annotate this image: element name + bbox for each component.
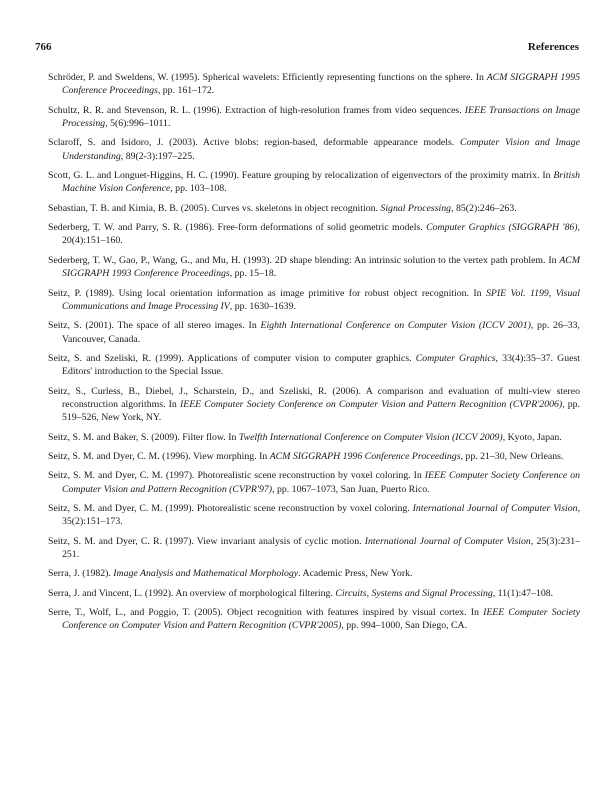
reference-item (48, 319, 580, 346)
ref-details: , pp. 21–30, New Orleans. (460, 450, 564, 462)
ref-details: , pp. 994–1000, San Diego, CA. (341, 620, 468, 632)
ref-text: Sederberg, T. W., Gao, P., Wang, G., and Mu, H. (1993). 2D shape blending: An intrinsic solution to the vertex path problem. In (48, 254, 560, 266)
ref-venue: International Journal of Computer Vision (364, 535, 531, 547)
ref-details: , 85(2):246–263. (451, 202, 517, 214)
reference-item (48, 202, 580, 215)
ref-text: Seitz, S. M. and Dyer, C. M. (1999). Photorealistic scene reconstruction by voxel coloring. (48, 503, 413, 515)
ref-venue: ACM SIGGRAPH 1995 Conference Proceedings (62, 72, 580, 97)
ref-details: . Academic Press, New York. (298, 568, 413, 580)
reference-item (48, 606, 580, 633)
page-number: 766 (35, 41, 52, 53)
ref-text: Seitz, S. M. and Dyer, C. M. (1997). Photorealistic scene reconstruction by voxel coloring. In (48, 470, 425, 482)
ref-venue: Image Analysis and Mathematical Morphology (113, 568, 299, 580)
ref-details: , pp. 161–172. (157, 85, 215, 97)
ref-venue: Twelfth International Conference on Computer Vision (ICCV 2009) (238, 431, 503, 443)
ref-venue: International Journal of Computer Vision (412, 503, 578, 515)
reference-item (48, 502, 580, 529)
reference-item (48, 431, 580, 444)
ref-venue: SPIE Vol. 1199, Visual Communications and Image Processing IV (62, 287, 580, 312)
reference-item (48, 450, 580, 463)
ref-text: Seitz, S. and Szeliski, R. (1999). Applications of computer vision to computer graphics. (48, 352, 416, 364)
ref-details: , pp. 1630–1639. (229, 300, 296, 312)
ref-details: , pp. 15–18. (229, 268, 277, 280)
ref-venue: Computer Graphics (415, 352, 496, 364)
section-title: References (527, 41, 579, 53)
ref-details: , pp. 103–108. (170, 183, 227, 195)
reference-item (48, 287, 580, 314)
reference-item (48, 567, 580, 580)
ref-text: Scott, G. L. and Longuet-Higgins, H. C. (1990). Feature grouping by relocalization of eigenvectors of the proximity matrix. In (48, 170, 554, 182)
ref-venue: Computer Vision and Image Understanding (62, 137, 580, 162)
ref-text: Seitz, S. (2001). The space of all stereo images. In (48, 320, 261, 332)
ref-text: Seitz, P. (1989). Using local orientation information as image primitive for robust object recognition. In (48, 287, 486, 299)
reference-item (48, 587, 580, 600)
reference-item (48, 254, 580, 281)
ref-details: , pp. 26–33, Vancouver, Canada. (62, 320, 580, 345)
ref-venue: Circuits, Systems and Signal Processing (335, 587, 493, 599)
reference-item (48, 104, 580, 131)
ref-details: , 11(1):47–108. (492, 587, 554, 599)
ref-text: Sebastian, T. B. and Kimia, B. B. (2005). Curves vs. skeletons in object recognition. (48, 202, 381, 214)
ref-details: , 5(6):996–1011. (105, 117, 171, 129)
ref-text: Schröder, P. and Sweldens, W. (1995). Spherical wavelets: Efficiently representing functions on the sphere. In (48, 72, 487, 83)
ref-venue: IEEE Transactions on Image Processing (62, 104, 580, 129)
reference-item (48, 169, 580, 196)
ref-venue: British Machine Vision Conference (62, 170, 580, 195)
ref-venue: Computer Graphics (SIGGRAPH '86) (426, 222, 578, 234)
ref-venue: Eighth International Conference on Computer Vision (ICCV 2001) (260, 320, 531, 332)
ref-details: , pp. 519–526, New York, NY. (62, 398, 580, 424)
reference-item (48, 71, 580, 98)
reference-item (48, 469, 580, 496)
ref-details: , 25(3):231–251. (62, 535, 580, 561)
ref-text: Schultz, R. R. and Stevenson, R. L. (1996). Extraction of high-resolution frames from video sequences. (48, 104, 465, 116)
ref-text: Sederberg, T. W. and Parry, S. R. (1986). Free-form deformations of solid geometric models. (48, 222, 427, 234)
ref-text: Seitz, S., Curless, B., Diebel, J., Scharstein, D., and Szeliski, R. (2006). A comparison and evaluation of multi-view stereo reconstruction algorithms. In (48, 385, 580, 410)
ref-text: Serra, J. and Vincent, L. (1992). An overview of morphological filtering. (48, 587, 336, 599)
ref-details: , 35(2):151–173. (62, 503, 581, 528)
ref-venue: ACM SIGGRAPH 1996 Conference Proceedings (269, 450, 461, 462)
reference-item (48, 221, 580, 248)
ref-venue: IEEE Computer Society Conference on Computer Vision and Pattern Recognition (CVPR'2005) (62, 607, 580, 632)
page-header (35, 41, 579, 55)
reference-item (48, 352, 580, 379)
ref-details: , 89(2-3):197–225. (120, 150, 195, 162)
ref-text: Serra, J. (1982). (48, 568, 114, 580)
ref-details: , pp. 1067–1073, San Juan, Puerto Rico. (272, 483, 430, 495)
ref-text: Seitz, S. M. and Dyer, C. M. (1996). View morphing. In (48, 450, 270, 462)
ref-text: Seitz, S. M. and Dyer, C. R. (1997). View invariant analysis of cyclic motion. (48, 535, 365, 547)
reference-item (48, 535, 580, 562)
ref-text: Seitz, S. M. and Baker, S. (2009). Filter flow. In (48, 431, 239, 443)
reference-item (48, 385, 580, 425)
ref-venue: ACM SIGGRAPH 1993 Conference Proceedings (62, 254, 580, 280)
ref-venue: Signal Processing (380, 202, 452, 214)
ref-text: Sclaroff, S. and Isidoro, J. (2003). Active blobs: region-based, deformable appearance models. (48, 137, 461, 149)
reference-item (48, 136, 580, 163)
ref-details: , 33(4):35–37. Guest Editors' introduction to the Special Issue. (62, 352, 580, 378)
ref-text: Serre, T., Wolf, L., and Poggio, T. (2005). Object recognition with features inspired by visual cortex. In (48, 607, 484, 619)
ref-venue: IEEE Computer Society Conference on Computer Vision and Pattern Recognition (CVPR'97) (62, 470, 580, 495)
reference-list (48, 71, 580, 639)
ref-details: , Kyoto, Japan. (502, 431, 562, 443)
ref-venue: IEEE Computer Society Conference on Computer Vision and Pattern Recognition (CVPR'2006) (179, 398, 563, 410)
ref-details: , 20(4):151–160. (62, 222, 580, 247)
